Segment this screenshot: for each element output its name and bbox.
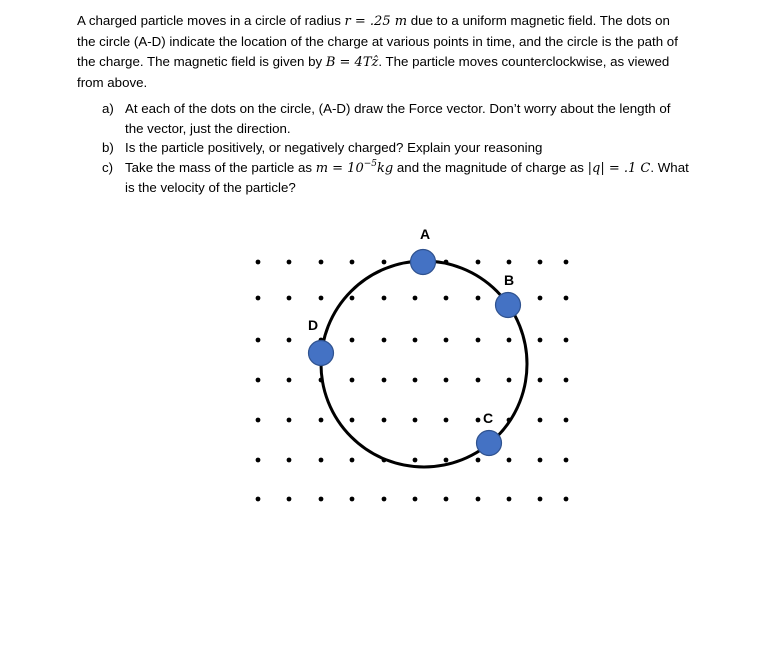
field-dot	[350, 458, 355, 463]
field-dot	[256, 418, 261, 423]
field-dot	[538, 260, 543, 265]
field-dot	[287, 497, 292, 502]
field-dot	[413, 418, 418, 423]
charge-b-marker	[496, 293, 521, 318]
question-c-line-1: Take the mass of the particle as $m = 10^{-5}kg$ and the magnitude of charge as |q| = .1 C. What	[125, 158, 689, 176]
field-dot	[350, 497, 355, 502]
intro-line-1: A charged particle moves in a circle of radius r = .25 m due to a uniform magnetic field. The dots on	[77, 13, 670, 29]
label-b: B	[503, 272, 515, 288]
field-dot	[444, 378, 449, 383]
field-dot	[319, 296, 324, 301]
field-dot	[413, 338, 418, 343]
charge-a-marker	[411, 250, 436, 275]
field-dot	[413, 260, 418, 265]
intro-line-3: the charge. The magnetic field is given by B = 4Tẑ. The particle moves counterclockwise, as viewed	[77, 54, 670, 70]
field-dot	[319, 418, 324, 423]
particle-path-circle	[321, 261, 527, 467]
field-dot	[382, 378, 387, 383]
question-a-line-1: At each of the dots on the circle, (A-D) draw the Force vector. Don’t worry about the length of	[125, 101, 671, 116]
field-dot	[444, 296, 449, 301]
field-dot	[287, 260, 292, 265]
field-dot	[564, 338, 569, 343]
field-dot	[444, 260, 449, 265]
label-a: A	[419, 226, 431, 242]
field-dot	[287, 418, 292, 423]
field-dot	[319, 338, 324, 343]
field-expression: B = 4Tẑ	[325, 55, 379, 70]
field-dot	[413, 296, 418, 301]
field-dot	[564, 260, 569, 265]
question-b-line-1: Is the particle positively, or negatively charged? Explain your reasoning	[125, 140, 543, 155]
field-dot	[382, 458, 387, 463]
field-dot	[256, 338, 261, 343]
field-dot	[444, 338, 449, 343]
field-dot	[564, 296, 569, 301]
intro-line-2: the circle (A-D) indicate the location of the charge at various points in time, and the circle is the path of	[77, 34, 678, 49]
field-dot	[538, 458, 543, 463]
field-dot	[382, 260, 387, 265]
field-dot	[287, 458, 292, 463]
field-dot	[287, 296, 292, 301]
field-dot	[256, 378, 261, 383]
label-d: D	[307, 317, 319, 333]
field-dot	[256, 497, 261, 502]
label-c: C	[482, 410, 494, 426]
charge-d-marker	[309, 341, 334, 366]
field-dot	[319, 458, 324, 463]
question-a	[96, 99, 736, 138]
field-dot	[382, 418, 387, 423]
field-dot	[564, 458, 569, 463]
field-dot	[507, 296, 512, 301]
intro-line-4: from above.	[77, 75, 148, 90]
field-dot	[538, 497, 543, 502]
field-dot-grid	[256, 260, 569, 502]
field-dot	[444, 497, 449, 502]
field-dot	[507, 458, 512, 463]
field-dot	[507, 260, 512, 265]
field-dot	[444, 458, 449, 463]
field-dot	[538, 296, 543, 301]
field-dot	[476, 296, 481, 301]
question-marker: a)	[102, 101, 114, 116]
charge-positions	[309, 250, 521, 456]
field-dot	[538, 338, 543, 343]
field-dot	[538, 378, 543, 383]
field-dot	[476, 378, 481, 383]
field-dot	[319, 378, 324, 383]
question-c	[96, 158, 736, 198]
field-dot	[507, 497, 512, 502]
field-dot	[256, 260, 261, 265]
field-dot	[382, 338, 387, 343]
question-marker: b)	[102, 140, 114, 155]
mass-expression: $m = 10^{-5}kg$	[315, 158, 394, 176]
field-dot	[507, 378, 512, 383]
field-dot	[564, 378, 569, 383]
field-dot	[413, 497, 418, 502]
field-dot	[413, 458, 418, 463]
field-dot	[256, 296, 261, 301]
question-b	[96, 138, 736, 158]
problem-intro	[77, 11, 727, 93]
field-dot	[256, 458, 261, 463]
field-dot	[476, 497, 481, 502]
field-dot	[350, 338, 355, 343]
field-dot	[507, 418, 512, 423]
field-dot	[350, 378, 355, 383]
field-dot	[319, 260, 324, 265]
field-dot	[476, 458, 481, 463]
question-list	[96, 99, 736, 198]
field-dot	[476, 338, 481, 343]
charge-c-marker	[477, 431, 502, 456]
radius-expression: r = .25 m	[344, 14, 408, 29]
field-dot	[413, 378, 418, 383]
field-dot	[350, 296, 355, 301]
field-dot	[382, 497, 387, 502]
field-dot	[444, 418, 449, 423]
field-dot	[382, 296, 387, 301]
field-dot	[507, 338, 512, 343]
charge-expression: |q| = .1 C	[587, 160, 651, 176]
field-dot	[476, 418, 481, 423]
field-dot	[287, 338, 292, 343]
field-dot	[564, 418, 569, 423]
field-dot	[350, 260, 355, 265]
field-dot	[476, 260, 481, 265]
question-a-line-2: the vector, just the direction.	[125, 120, 291, 136]
question-marker: c)	[102, 159, 114, 175]
field-dot	[538, 418, 543, 423]
field-dot	[287, 378, 292, 383]
field-dot	[350, 418, 355, 423]
field-dot	[564, 497, 569, 502]
field-dot	[319, 497, 324, 502]
question-c-line-2: is the velocity of the particle?	[125, 180, 296, 195]
